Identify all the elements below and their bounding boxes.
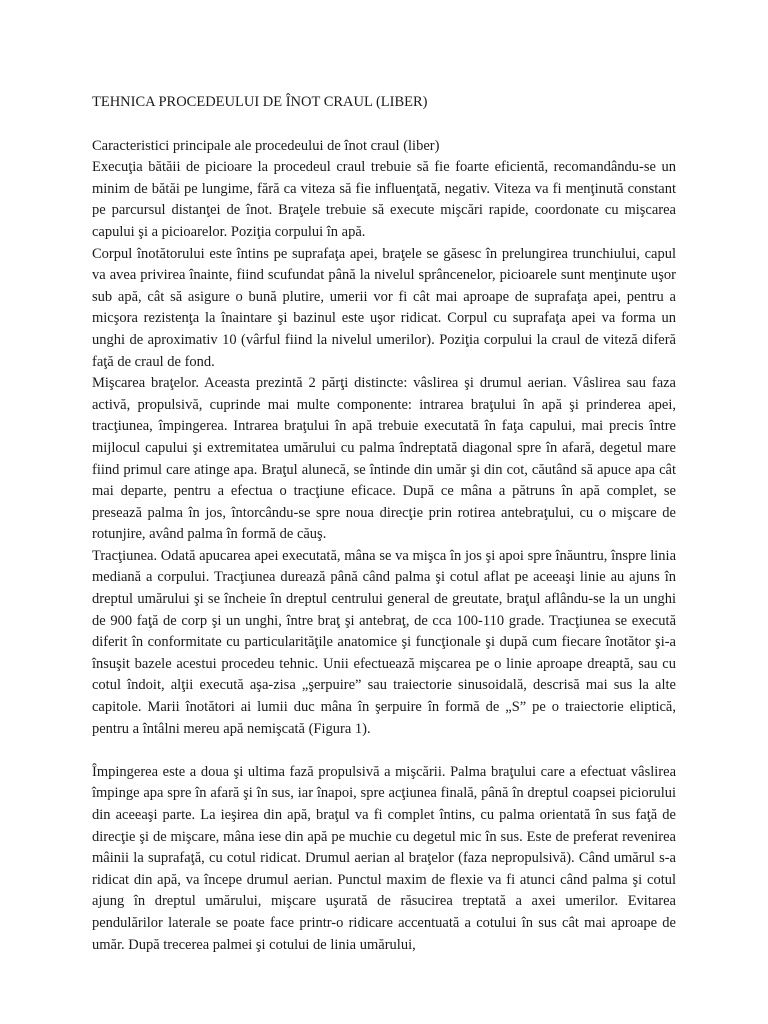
document-title: TEHNICA PROCEDEULUI DE ÎNOT CRAUL (LIBER)	[92, 94, 428, 110]
paragraph-arm-movement: Mişcarea braţelor. Aceasta prezintă 2 părţi distincte: vâslirea şi drumul aerian. Vâslirea sau faza activă, propulsivă, cuprinde mai multe componente: intrarea braţului în apă şi prinderea apei, tracţiunea, împingerea. Intrarea braţului în apă trebuie executată în faţa capului, mai precis între mijlocul capului şi extremitatea umărului cu palma îndreptată diagonal spre în afară, degetul mare fiind primul care atinge apa. Braţul alunecă, se întinde din umăr şi din cot, căutând să apuce apa cât mai departe, pentru a efectua o tracţiune eficace. După ce mâna a pătruns în apă complet, se presează palma în jos, întorcându-se spre noua direcţie prin rotirea antebraţului, cu o mişcare de rotunjire, având palma în formă de căuş.	[92, 375, 676, 543]
paragraph-body-position: Corpul înotătorului este întins pe suprafaţa apei, braţele se găsesc în prelungirea trunchiului, capul va avea privirea înainte, fiind scufundat până la nivelul sprâncenelor, picioarele sunt menţinute uşor sub apă, cât să asigure o bună plutire, umerii vor fi cât mai aproape de suprafaţa apei, pentru a micşora rezistenţa la înaintare şi bazinul este uşor ridicat. Corpul cu suprafaţa apei va forma un unghi de aproximativ 10 (vârful fiind la nivelul umerilor). Poziţia corpului la craul de viteză diferă faţă de craul de fond.	[92, 245, 676, 370]
paragraph-push: Împingerea este a doua şi ultima fază propulsivă a mişcării. Palma braţului care a efectuat vâslirea împinge apa spre în afară şi în sus, iar înapoi, spre acţiunea finală, până în dreptul coapsei piciorului din aceeaşi parte. La ieşirea din apă, braţul va fi complet întins, cu palma orientată în sus faţă de direcţie şi de mişcare, mâna iese din apă pe muchie cu degetul mic în sus. Este de preferat revenirea mâinii la suprafaţă, cu cotul ridicat. Drumul aerian al braţelor (faza nepropulsivă). Când umărul s-a ridicat din apă, va începe drumul aerian. Punctul maxim de flexie va fi atunci când palma şi cotul ajung în dreptul umărului, mişcare uşurată de răsucirea treptată a axei umerilor. Evitarea pendulărilor laterale se poate face printr-o ridicare accentuată a cotului în sus cât mai aproape de umăr. După trecerea palmei şi cotului de linia umărului,	[92, 763, 676, 953]
paragraph-spacer	[92, 740, 676, 762]
paragraph-traction: Tracţiunea. Odată apucarea apei executată, mâna se va mişca în jos şi apoi spre înăuntru, înspre linia mediană a corpului. Tracţiunea durează până când palma şi cotul aflat pe aceeaşi linie au ajuns în dreptul umărului şi se încheie în dreptul centrului general de greutate, braţul aflându-se la un unghi de 900 faţă de corp şi un unghi, între braţ şi antebraţ, de cca 100-110 grade. Tracţiunea se execută diferit în conformitate cu particularităţile anatomice şi funcţionale şi după cum fiecare înotător şi-a însuşit bazele acestui procedeu tehnic. Unii efectuează mişcarea pe o linie aproape dreaptă, sau cu cotul îndoit, alţii execută aşa-zisa „şerpuire” sau traiectorie sinusoidală, descrisă mai sus la alte capitole. Marii înotători ai lumii duc mâna în şerpuire în formă de „S” pe o traiectorie eliptică, pentru a întâlni mereu apă nemişcată (Figura 1).	[92, 547, 676, 737]
section-heading: Caracteristici principale ale procedeului de înot craul (liber)	[92, 137, 440, 154]
paragraph-kick: Execuţia bătăii de picioare la procedeul craul trebuie să fie foarte eficientă, recomandându-se un minim de bătăi pe lungime, fără ca viteza să fie influenţată, negativ. Viteza va fi menţinută constant pe parcursul distanţei de înot. Braţele trebuie să execute mişcări rapide, coordonate cu mişcarea capului şi a picioarelor. Poziţia corpului în apă.	[92, 159, 676, 240]
